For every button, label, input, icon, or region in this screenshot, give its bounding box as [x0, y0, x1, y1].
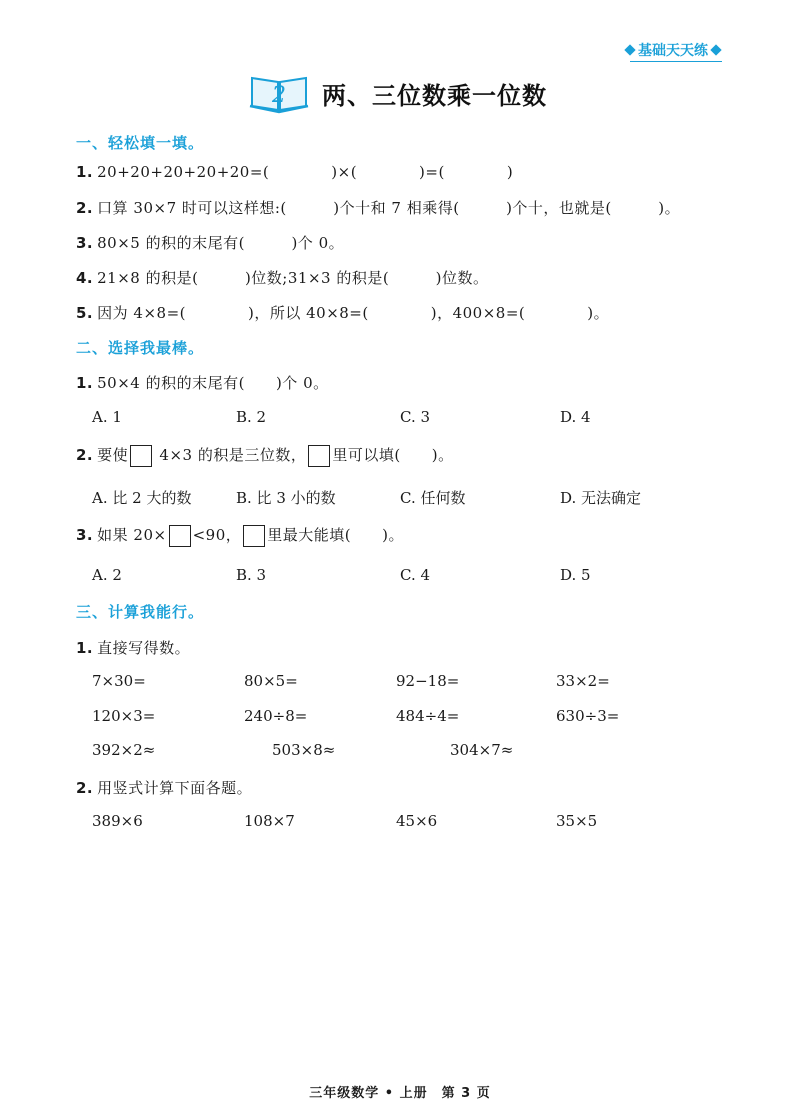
calc-item: 108×7	[244, 812, 295, 830]
option-a[interactable]: A. 比 2 大的数	[92, 489, 192, 507]
option-d[interactable]: D. 4	[560, 408, 591, 426]
question-3-1	[76, 637, 190, 658]
diamond-icon	[624, 44, 635, 55]
calc-item: 630÷3=	[556, 707, 620, 725]
book-icon	[248, 72, 310, 114]
question-number: 1.	[76, 639, 94, 657]
option-b[interactable]: B. 3	[236, 566, 267, 584]
question-text-mid: <90，	[192, 526, 242, 544]
question-number: 4.	[76, 269, 94, 287]
option-a[interactable]: A. 1	[92, 408, 122, 426]
lesson-number: 2	[272, 83, 286, 108]
question-text: 50×4 的积的末尾有( )个 0。	[97, 374, 329, 392]
calc-item: 35×5	[556, 812, 598, 830]
calc-item: 392×2≈	[92, 741, 156, 759]
question-number: 5.	[76, 304, 94, 322]
question-2-3	[76, 524, 404, 547]
blank-box[interactable]	[130, 445, 152, 467]
calc-item: 33×2=	[556, 672, 610, 690]
blank-box[interactable]	[243, 525, 265, 547]
question-number: 2.	[76, 779, 94, 797]
question-text-post: 里可以填( )。	[332, 446, 454, 464]
section-heading-calc: 三、计算我能行。	[76, 603, 205, 621]
question-text: 直接写得数。	[97, 639, 191, 657]
calc-item: 240÷8=	[244, 707, 308, 725]
option-b[interactable]: B. 2	[236, 408, 267, 426]
page-title: 两、三位数乘一位数	[322, 82, 547, 110]
blank-box[interactable]	[308, 445, 330, 467]
option-d[interactable]: D. 5	[560, 566, 591, 584]
question-number: 1.	[76, 374, 94, 392]
section-heading-choice: 二、选择我最棒。	[76, 339, 205, 357]
question-3-2	[76, 777, 252, 798]
calc-item: 304×7≈	[450, 741, 514, 759]
question-1-3	[76, 232, 344, 253]
calc-item: 92−18=	[396, 672, 460, 690]
question-text-pre: 要使	[97, 446, 129, 464]
question-2-1	[76, 372, 329, 393]
calc-item: 484÷4=	[396, 707, 460, 725]
question-number: 3.	[76, 526, 94, 544]
question-text: 21×8 的积是( )位数;31×3 的积是( )位数。	[97, 269, 489, 287]
question-text-mid: 4×3 的积是三位数，	[154, 446, 307, 464]
tag-underline	[630, 61, 722, 62]
question-text-pre: 如果 20×	[97, 526, 167, 544]
question-text: 80×5 的积的末尾有( )个 0。	[97, 234, 345, 252]
question-number: 1.	[76, 163, 94, 181]
calc-item: 120×3=	[92, 707, 156, 725]
option-a[interactable]: A. 2	[92, 566, 122, 584]
question-1-4	[76, 267, 489, 288]
section-heading-fill: 一、轻松填一填。	[76, 134, 205, 152]
question-text-post: 里最大能填( )。	[267, 526, 404, 544]
option-c[interactable]: C. 任何数	[400, 489, 466, 507]
question-text: 口算 30×7 时可以这样想:( )个十和 7 相乘得( )个十，也就是( )。	[97, 199, 681, 217]
question-text: 因为 4×8=( )，所以 40×8=( )，400×8=( )。	[97, 304, 610, 322]
calc-item: 80×5=	[244, 672, 298, 690]
question-1-1	[76, 161, 513, 182]
question-text: 用竖式计算下面各题。	[97, 779, 253, 797]
option-c[interactable]: C. 4	[400, 566, 431, 584]
question-number: 2.	[76, 446, 94, 464]
question-number: 3.	[76, 234, 94, 252]
diamond-icon	[710, 44, 721, 55]
blank-box[interactable]	[169, 525, 191, 547]
question-1-5	[76, 302, 609, 323]
page-footer: 三年级数学 • 上册 第 3 页	[309, 1086, 491, 1101]
calc-item: 503×8≈	[272, 741, 336, 759]
calc-item: 45×6	[396, 812, 438, 830]
question-number: 2.	[76, 199, 94, 217]
series-tag-text: 基础天天练	[638, 43, 708, 59]
question-2-2	[76, 444, 454, 467]
calc-item: 7×30=	[92, 672, 146, 690]
option-c[interactable]: C. 3	[400, 408, 431, 426]
series-tag	[622, 40, 724, 60]
option-b[interactable]: B. 比 3 小的数	[236, 489, 336, 507]
option-d[interactable]: D. 无法确定	[560, 489, 642, 507]
calc-item: 389×6	[92, 812, 143, 830]
question-text: 20+20+20+20+20=( )×( )=( )	[97, 163, 514, 181]
question-1-2	[76, 197, 680, 218]
